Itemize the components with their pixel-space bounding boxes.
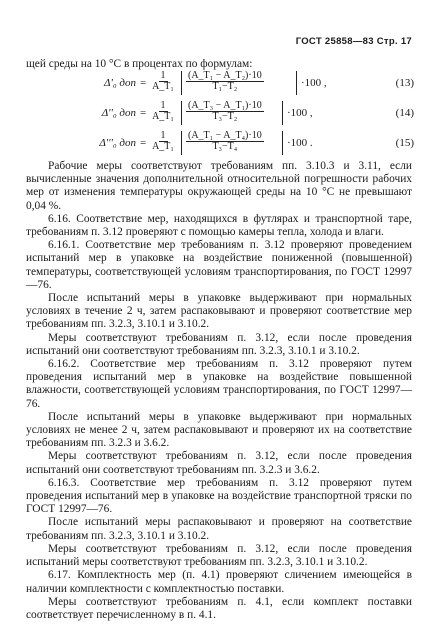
body-text bbox=[26, 160, 412, 622]
fraction-denominator: T₃−T₄ bbox=[212, 141, 238, 152]
paragraph: После испытаний меры в упаковке выдерживают при нормальных условиях не менее 2 ч, затем распаковывают и проверяют их на соответствие требованиям пп. 3.2.3 и 3.6.2. bbox=[26, 410, 412, 450]
formula-number: (13) bbox=[395, 77, 414, 89]
abs-bar-left bbox=[181, 71, 182, 95]
formula-number: (14) bbox=[395, 107, 414, 119]
formula-lhs: Δ''₀ доп bbox=[101, 107, 136, 119]
paragraph: 6.16.3. Соответствие мер требованиям п. 3.12 проверяют путем проведения испытаний мер в упаковке на воздействие транспортной тряски по ГОСТ 12997—76. bbox=[26, 476, 412, 516]
prefactor-numerator: 1 bbox=[160, 130, 166, 141]
intro-line: щей среды на 10 °С в процентах по формулам: bbox=[26, 58, 253, 70]
paragraph: Рабочие меры соответствуют требованиям пп. 3.10.3 и 3.11, если вычисленные значения дополнительной относительной погрешности рабочих мер от изменения температуры окружающей среды на 10 °С не превышают 0,04 %. bbox=[26, 160, 412, 212]
abs-bar-right bbox=[282, 131, 283, 155]
abs-bar-right bbox=[296, 71, 297, 95]
paragraph: Меры соответствуют требованиям п. 3.12, если после проведения испытаний они соответствуют требованиям пп. 3.2.3 и 3.6.2. bbox=[26, 450, 412, 476]
fraction-denominator: T₁−T₂ bbox=[212, 81, 238, 92]
prefactor-denominator: A_T₁ bbox=[152, 111, 174, 122]
formula-fraction bbox=[186, 130, 264, 152]
paragraph: После испытаний меры распаковывают и проверяют на соответствие требованиям пп. 3.2.3, 3.10.1 и 3.10.2. bbox=[26, 516, 412, 542]
prefactor-numerator: 1 bbox=[160, 70, 166, 81]
paragraph: 6.16. Соответствие мер, находящихся в футлярах и транспортной таре, требованиям п. 3.12 проверяют с помощью камеры тепла, холода и влаги. bbox=[26, 212, 412, 239]
fraction-numerator: (A_T₁ − A_T₄)·10 bbox=[188, 130, 262, 141]
paragraph: Меры соответствуют требованиям п. 4.1, если комплект поставки соответствует перечисленному в п. 4.1. bbox=[26, 595, 412, 621]
formula-fraction bbox=[186, 70, 264, 92]
formula-prefactor bbox=[152, 100, 174, 122]
paragraph: 6.16.2. Соответствие мер требованиям п. 3.12 проверяют путем проведения испытаний мер в упаковке на воздействие повышенной влажности, соответствующей условиям транспортирования, по ГОСТ 12997—76. bbox=[26, 358, 412, 410]
abs-bar-right bbox=[282, 101, 283, 125]
formula-eq-sign: = bbox=[140, 77, 147, 89]
paragraph: 6.17. Комплектность мер (п. 4.1) проверяют сличением имеющейся в наличии комплектности с комплектностью поставки. bbox=[26, 569, 412, 595]
formula-13 bbox=[0, 70, 426, 96]
fraction-denominator: T₃−T₂ bbox=[212, 111, 238, 122]
formula-tail: ·100 , bbox=[287, 107, 313, 119]
formula-number: (15) bbox=[395, 137, 414, 149]
formula-prefactor bbox=[152, 70, 174, 92]
paragraph: После испытаний меры в упаковке выдерживают при нормальных условиях в течение 2 ч, затем распаковывают и проверяют соответствие мер требованиям пп. 3.2.3, 3.10.1 и 3.10.2. bbox=[26, 292, 412, 331]
formula-lhs: Δ'₀ доп bbox=[104, 77, 136, 89]
fraction-numerator: (A_T₃ − A_T₁)·10 bbox=[188, 100, 262, 111]
formula-prefactor bbox=[152, 130, 174, 152]
prefactor-numerator: 1 bbox=[160, 100, 166, 111]
paragraph: 6.16.1. Соответствие мер требованиям п. 3.12 проверяют проведением испытаний мер в упаковке на воздействие пониженной (повышенной) температуры, соответствующей условиям транспортирования, по ГОСТ 12997—76. bbox=[26, 239, 412, 291]
formula-tail: ·100 , bbox=[301, 77, 327, 89]
formula-lhs: Δ'''₀ доп bbox=[99, 137, 136, 149]
prefactor-denominator: A_T₁ bbox=[152, 141, 174, 152]
prefactor-denominator: A_T₁ bbox=[152, 81, 174, 92]
abs-bar-left bbox=[181, 131, 182, 155]
page-header: ГОСТ 25858—83 Стр. 17 bbox=[295, 36, 412, 47]
formula-tail: ·100 . bbox=[287, 137, 313, 149]
paragraph: Меры соответствуют требованиям п. 3.12, если после проведения испытаний меры соответствуют требованиям пп. 3.2.3, 3.10.1 и 3.10.2. bbox=[26, 542, 412, 569]
formula-eq-sign: = bbox=[140, 107, 147, 119]
formula-14 bbox=[0, 100, 426, 126]
fraction-numerator: (A_T₁ − A_T₂)·10 bbox=[188, 70, 262, 81]
formula-eq-sign: = bbox=[140, 137, 147, 149]
paragraph: Меры соответствуют требованиям п. 3.12, если после проведения испытаний они соответствуют требованиям пп. 3.2.3, 3.10.1 и 3.10.2. bbox=[26, 331, 412, 357]
formula-15 bbox=[0, 130, 426, 156]
abs-bar-left bbox=[181, 101, 182, 125]
formula-fraction bbox=[186, 100, 264, 122]
